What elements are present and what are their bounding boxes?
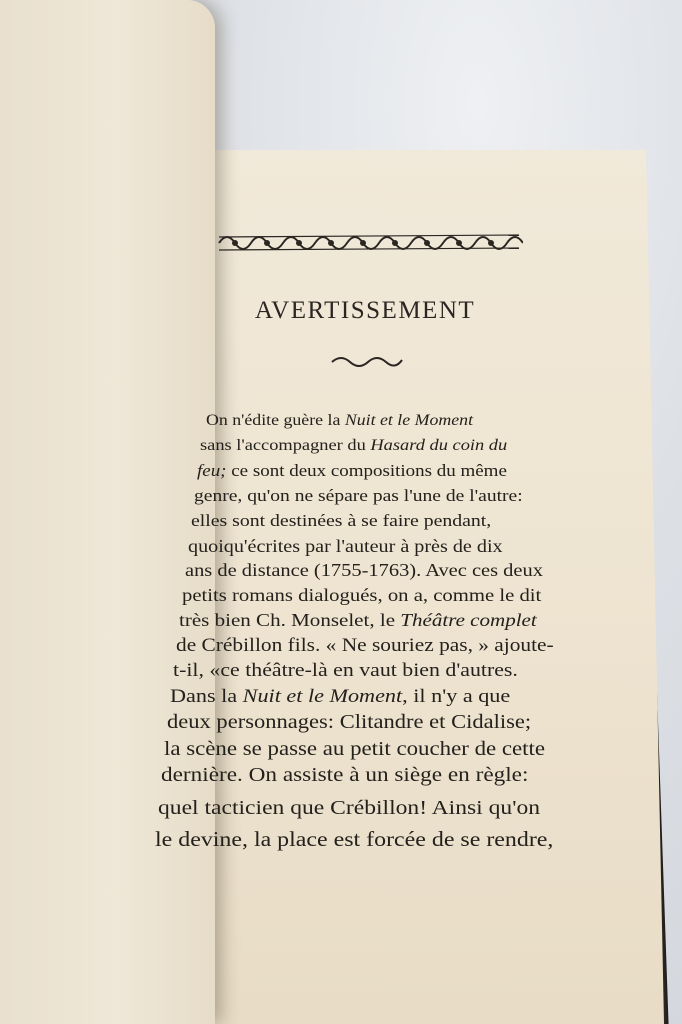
- text-run: ans de distance (1755-1763). Avec ces deux: [185, 560, 543, 580]
- text-line: [179, 610, 537, 631]
- italic-text-run: Nuit et le Moment: [344, 412, 474, 429]
- text-run: quoiqu'écrites par l'auteur à près de dix: [188, 536, 503, 556]
- text-line: [200, 437, 507, 455]
- text-run: genre, qu'on ne sépare pas l'une de l'autre:: [194, 486, 523, 505]
- text-line: [158, 797, 540, 820]
- text-line: [191, 511, 491, 531]
- page-title: AVERTISSEMENT: [254, 297, 476, 324]
- text-line: [194, 486, 523, 506]
- text-run: très bien Ch. Monselet, le: [179, 610, 401, 630]
- left-page: [0, 0, 215, 1024]
- text-run: le devine, la place est forcée de se rendre,: [155, 828, 554, 851]
- text-run: dernière. On assiste à un siège en règle:: [161, 764, 529, 786]
- text-run: sans l'accompagner du: [200, 437, 371, 454]
- text-line: [176, 635, 554, 657]
- text-run: , il n'y a que: [402, 686, 511, 707]
- text-run: On n'édite guère la: [206, 412, 345, 429]
- text-line: [197, 461, 507, 481]
- text-run: quel tacticien que Crébillon! Ainsi qu'on: [158, 797, 541, 819]
- text-run: petits romans dialogués, on a, comme le dit: [182, 585, 542, 605]
- italic-text-run: feu;: [197, 461, 227, 480]
- text-line: [182, 585, 541, 606]
- italic-text-run: Nuit et le Moment: [242, 686, 403, 707]
- text-line: [173, 660, 518, 682]
- text-run: deux personnages: Clitandre et Cidalise;: [167, 712, 532, 733]
- text-run: elles sont destinées à se faire pendant,: [191, 511, 492, 530]
- title-swash-ornament: [330, 353, 404, 367]
- text-run: ce sont deux compositions du même: [226, 461, 507, 480]
- text-run: de Crébillon fils. « Ne souriez pas, » ajoute-: [176, 635, 554, 656]
- text-line: [164, 738, 545, 761]
- text-line: [188, 536, 503, 557]
- text-line: [167, 712, 531, 734]
- text-line: [185, 560, 543, 581]
- text-line: [161, 764, 528, 787]
- text-line: [206, 412, 473, 430]
- decorative-headpiece: [215, 228, 523, 258]
- text-line: [155, 828, 553, 852]
- text-run: t-il, «ce théâtre-là en vaut bien d'autres.: [173, 660, 518, 681]
- text-line: [170, 686, 510, 708]
- text-run: la scène se passe au petit coucher de cette: [164, 738, 546, 760]
- italic-text-run: Hasard du coin du: [370, 437, 508, 454]
- italic-text-run: Théâtre complet: [400, 610, 537, 630]
- text-run: Dans la: [170, 686, 243, 707]
